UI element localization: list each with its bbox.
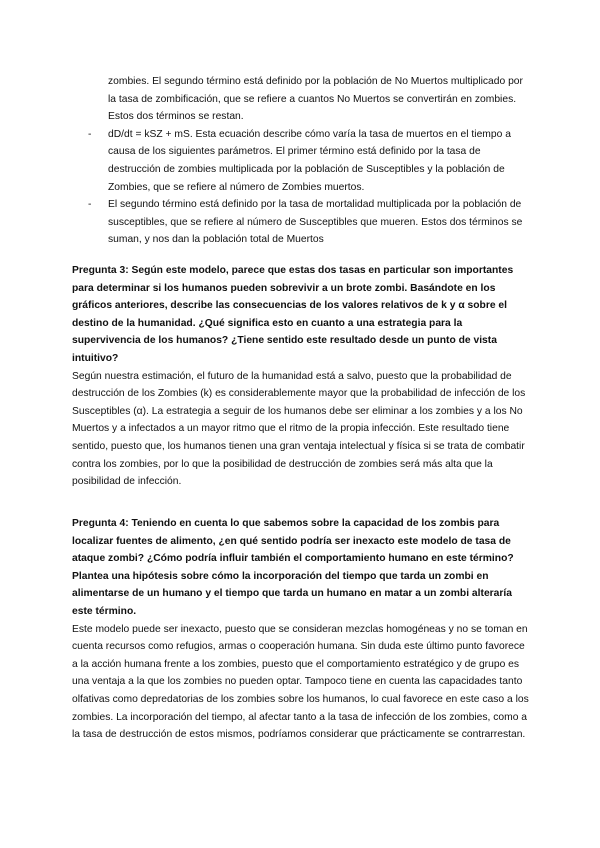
pregunta-4-heading: Pregunta 4: Teniendo en cuenta lo que sabemos sobre la capacidad de los zombis para localizar fuentes de alimento, ¿en qué sentido podría ser inexacto este modelo de tasa de ataque zombi? ¿Cómo podría influir también el comportamiento humano en este término? Plantea una hipótesis sobre cómo la incorporación del tiempo que tarda un zombi en alimentarse de un humano y el tiempo que tarda un humano en matar a un zombi alteraría este término. [72,518,514,617]
list-item-text: dD/dt = kSZ + mS. Esta ecuación describe cómo varía la tasa de muertos en el tiempo a causa de los siguientes parámetros. El primer término está definido por la tasa de destrucción de zombies multiplicada por la población de Susceptibles y la población de Zombies, que se refiere al número de Zombies muertos. [108,128,511,193]
pregunta-4-section [72,515,530,744]
pregunta-4-answer: Este modelo puede ser inexacto, puesto que se consideran mezclas homogéneas y no se toman en cuenta recursos como refugios, armas o cooperación humana. Sin duda este último punto favorece a la acción humana frente a los zombies, puesto que el comportamiento estratégico y de grupo es una ventaja a la que los zombies no pueden optar. Tampoco tiene en cuenta las capacidades tanto olfativas como depredatorias de los zombies sobre los humanos, lo cual favorece en este caso a los zombies. La incorporación del tiempo, al afectar tanto a la tasa de infección de los zombies, como a la tasa de destrucción de estos mismos, podríamos considerar que prácticamente se contrarrestan. [72,623,529,741]
pregunta-3-answer: Según nuestra estimación, el futuro de la humanidad está a salvo, puesto que la probabilidad de destrucción de los Zombies (k) es considerablemente mayor que la probabilidad de infección de los Susceptibles (α). La estrategia a seguir de los humanos debe ser eliminar a los zombies y a los No Muertos y a infectados a un mayor ritmo que el ritmo de la propia infección. Este resultado tiene sentido, puesto que, los humanos tienen una gran ventaja intelectual y física si se trata de combatir contra los zombies, por lo que la posibilidad de destrucción de zombies será más alta que la posibilidad de infección. [72,370,526,488]
list-item [88,73,528,126]
list-dash: - [88,128,92,140]
pregunta-3-heading: Pregunta 3: Según este modelo, parece que estas dos tasas en particular son importantes para determinar si los humanos pueden sobrevivir a un brote zombi. Basándote en los gráficos anteriores, describe las consecuencias de los valores relativos de k y α sobre el destino de la humanidad. ¿Qué significa esto en cuanto a una estrategia para la supervivencia de los humanos? ¿Tiene sentido este resultado desde un punto de vista intuitivo? [72,265,514,364]
list-item-text: zombies. El segundo término está definido por la población de No Muertos multiplicado por la tasa de zombificación, que se refiere a cuantos No Muertos se convertirán en zombies. Estos dos términos se restan. [108,76,523,123]
list-item-text: El segundo término está definido por la tasa de mortalidad multiplicada por la población de susceptibles, que se refiere al número de Susceptibles que mueren. Estos dos términos se suman, y nos dan la población total de Muertos [108,199,523,246]
pregunta-3-section [72,262,530,491]
list-item [88,196,528,249]
list-item [88,126,528,196]
equation-description-list [88,73,528,249]
list-dash: - [88,199,92,211]
